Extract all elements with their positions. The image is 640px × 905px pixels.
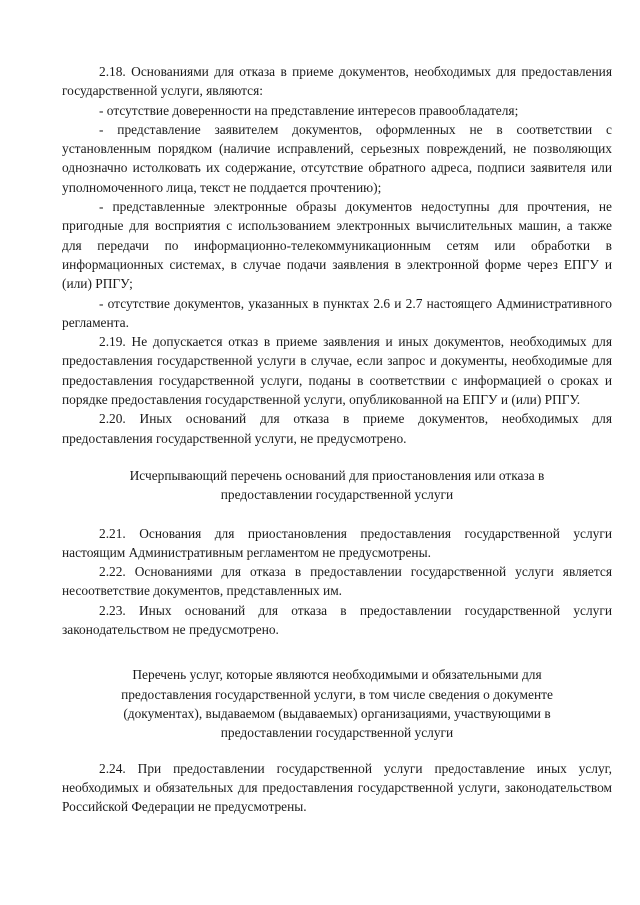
list-item-improper-documents: - представление заявителем документов, оформленных не в соответствии с установленным порядком (наличие исправлений, серьезных повреждений, не позволяющих однозначно истолковать их содержание, отсутствие обратного адреса, подписи заявителя или уполномоченного лица, текст не поддается прочтению); [62,121,612,195]
paragraph-2-24: 2.24. При предоставлении государственной услуги предоставление иных услуг, необходимых и обязательных для предоставления государственной услуги, законодательством Российской Федерации не предусмотрены. [62,760,612,815]
paragraph-2-19: 2.19. Не допускается отказ в приеме заявления и иных документов, необходимых для предоставления государственной услуги в случае, если запрос и документы, необходимые для предоставления государственной услуги, поданы в соответствии с информацией о сроках и порядке предоставления государственной услуги, опубликованной на ЕПГУ и (или) РПГУ. [62,334,612,408]
document-page [62,62,612,816]
paragraph-2-21: 2.21. Основания для приостановления предоставления государственной услуги настоящим Административным регламентом не предусмотрены. [62,525,612,560]
section-heading-suspension [62,466,612,505]
heading-line: (документах), выдаваемом (выдаваемых) организациями, участвующими в [123,705,551,721]
paragraph-2-22: 2.22. Основаниями для отказа в предоставлении государственной услуги является несоответствие документов, представленных им. [62,564,612,599]
paragraph-2-18: 2.18. Основаниями для отказа в приеме документов, необходимых для предоставления государственной услуги, являются: [62,64,612,99]
heading-line: Перечень услуг, которые являются необходимыми и обязательными для [132,667,542,683]
heading-line: предоставления государственной услуги, в том числе сведения о документе [121,686,553,702]
list-item-unreadable-electronic-images: - представленные электронные образы документов недоступны для прочтения, не пригодные для восприятия с использованием электронных вычислительных машин, а также для передачи по информационно-телекоммуникационным сетям или обработки в информационных системах, в случае подачи заявления в электронной форме через ЕПГУ и (или) РПГУ; [62,199,612,292]
section-heading-required-services [62,665,612,742]
heading-line: Исчерпывающий перечень оснований для приостановления или отказа в [129,467,545,483]
paragraph-2-20: 2.20. Иных оснований для отказа в приеме документов, необходимых для предоставления государственной услуги, не предусмотрено. [62,411,612,446]
paragraph-2-23: 2.23. Иных оснований для отказа в предоставлении государственной услуги законодательством не предусмотрено. [62,602,612,638]
list-item-no-power-of-attorney: - отсутствие доверенности на представление интересов правообладателя; [99,102,519,118]
heading-line: предоставлении государственной услуги [220,487,454,503]
list-item-missing-documents: - отсутствие документов, указанных в пунктах 2.6 и 2.7 настоящего Административного регламента. [62,295,612,330]
heading-line: предоставлении государственной услуги [220,725,454,741]
